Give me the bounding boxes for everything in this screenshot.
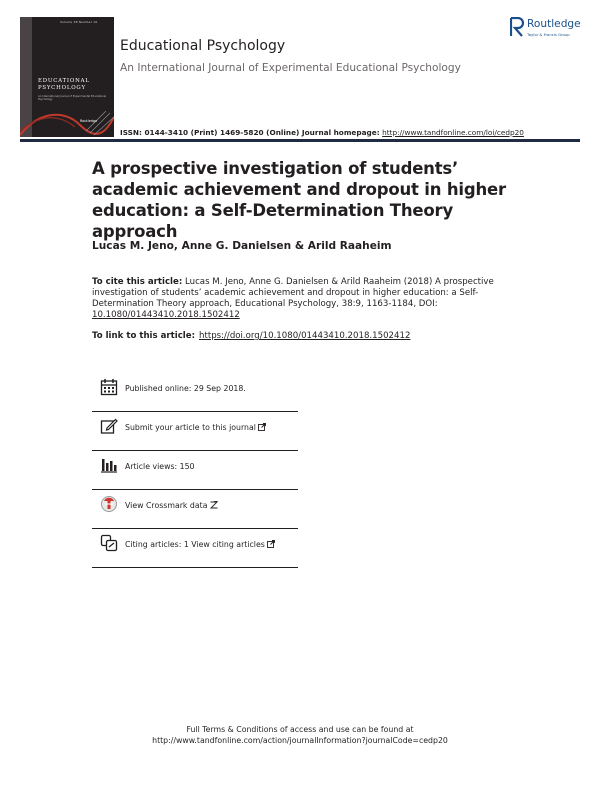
article-doi-link[interactable]: https://doi.org/10.1080/01443410.2018.1502412 <box>199 331 411 341</box>
external-link-icon <box>258 423 266 431</box>
cover-publisher-logo: Routledge <box>80 119 98 123</box>
cover-title-line1: EDUCATIONAL <box>38 78 90 84</box>
cover-volume-text: Volume 38 Number 10 <box>60 20 98 24</box>
footer <box>0 725 600 746</box>
external-link-icon <box>210 501 218 509</box>
publisher-tagline: Taylor & Francis Group <box>527 32 570 37</box>
citation-label: To cite this article: <box>92 277 183 287</box>
routledge-r-icon <box>510 17 524 37</box>
journal-cover-image <box>20 17 114 137</box>
issn-text: ISSN: 0144-3410 (Print) 1469-5820 (Online) Journal homepage: <box>120 128 383 137</box>
cover-title <box>38 78 90 92</box>
footer-terms-link[interactable]: http://www.tandfonline.com/action/journalInformation?journalCode=cedp20 <box>152 735 448 745</box>
citing-articles-row[interactable] <box>92 529 298 568</box>
crossmark-link[interactable] <box>125 501 218 510</box>
article-title: A prospective investigation of students’ academic achievement and dropout in higher education: a Self-Determination Theory approach <box>92 159 506 241</box>
calendar-icon <box>100 378 118 396</box>
journal-homepage-link[interactable]: http://www.tandfonline.com/loi/cedp20 <box>382 128 524 137</box>
header-divider <box>20 139 580 142</box>
citing-articles-link[interactable] <box>125 540 275 549</box>
article-views-count: Article views: 150 <box>125 462 195 471</box>
article-link-label: To link to this article: <box>92 331 196 341</box>
cover-subtitle: An International Journal of Experimental Educational Psychology <box>38 95 107 102</box>
external-link-icon <box>267 540 275 548</box>
published-date: Published online: 29 Sep 2018. <box>125 384 246 393</box>
journal-subtitle: An International Journal of Experimental Educational Psychology <box>120 62 461 74</box>
crossmark-icon <box>100 495 118 513</box>
submit-article-label: Submit your article to this journal <box>125 423 256 432</box>
publisher-name: Routledge <box>527 18 581 30</box>
cover-title-line2: PSYCHOLOGY <box>38 85 86 91</box>
cover-swirl-graphic <box>20 105 114 137</box>
submit-article-link[interactable] <box>125 423 266 432</box>
crossmark-label: View Crossmark data <box>125 501 208 510</box>
bar-chart-icon <box>100 456 118 474</box>
citing-articles-icon <box>100 534 118 552</box>
citation-text: Lucas M. Jeno, Anne G. Danielsen & Arild Raaheim (2018) A prospective investigation of students’ academic achievement and dropout in higher education: a Self-Determination Theory approach, Educational Psychology, 38:9, 1163-1184, DOI: <box>92 277 494 309</box>
citation-block <box>92 277 512 321</box>
citing-articles-label: Citing articles: 1 View citing articles <box>125 540 265 549</box>
journal-title: Educational Psychology <box>120 38 286 54</box>
issn-line <box>120 128 524 137</box>
routledge-logo[interactable] <box>510 17 590 41</box>
footer-terms-text: Full Terms & Conditions of access and use can be found at <box>186 725 414 734</box>
citation-doi[interactable]: 10.1080/01443410.2018.1502412 <box>92 310 240 320</box>
article-authors: Lucas M. Jeno, Anne G. Danielsen & Arild Raaheim <box>92 240 392 252</box>
edit-icon <box>100 417 118 435</box>
published-row <box>92 373 298 412</box>
article-views-row <box>92 451 298 490</box>
submit-article-row[interactable] <box>92 412 298 451</box>
crossmark-row[interactable] <box>92 490 298 529</box>
article-link-block <box>92 331 410 341</box>
